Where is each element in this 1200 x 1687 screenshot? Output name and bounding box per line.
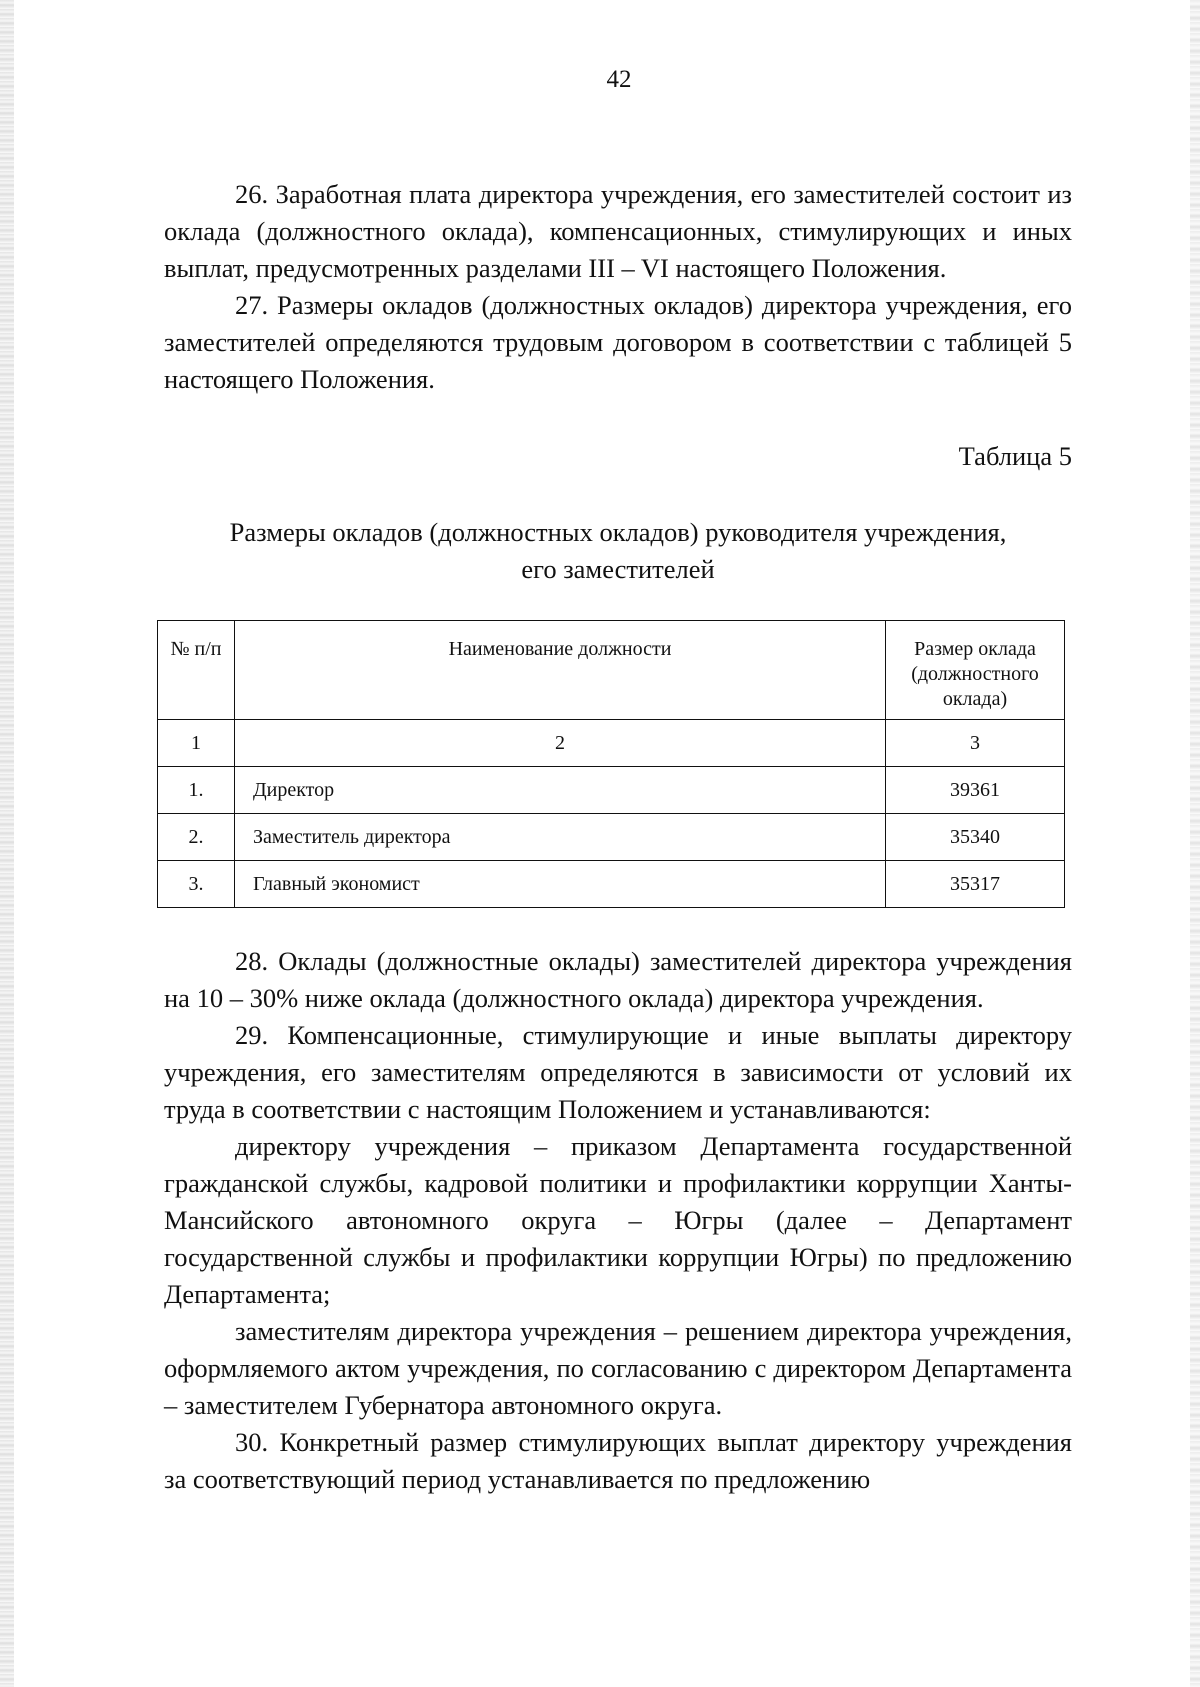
paragraph-deputies: заместителям директора учреждения – решением директора учреждения, оформляемого актом учреждения, по согласованию с директором Департамента – заместителем Губернатора автономного округа.	[164, 1316, 1072, 1420]
header-salary: Размер оклада (должностного оклада)	[886, 621, 1065, 720]
page-number: 42	[606, 66, 632, 93]
scan-edge-left	[0, 0, 14, 1687]
table-row	[158, 767, 1065, 814]
salary-value: 35340	[886, 814, 1065, 861]
position-name: Заместитель директора	[235, 814, 886, 861]
table-label: Таблица 5	[958, 441, 1072, 471]
table-caption	[164, 514, 1072, 588]
paragraph-director: директору учреждения – приказом Департамента государственной гражданской службы, кадровой политики и профилактики коррупции Ханты-Мансийского автономного округа – Югры (далее – Департамент государственной службы и профилактики коррупции Югры) по предложению Департамента;	[164, 1131, 1072, 1309]
bottom-text-block	[164, 943, 1072, 1498]
header-number: № п/п	[158, 621, 235, 720]
table-row	[158, 814, 1065, 861]
paragraph-28: 28. Оклады (должностные оклады) заместителей директора учреждения на 10 – 30% ниже оклада (должностного оклада) директора учреждения.	[164, 946, 1072, 1013]
table-header-row	[158, 621, 1065, 720]
position-name: Главный экономист	[235, 861, 886, 908]
salary-value: 35317	[886, 861, 1065, 908]
table-caption-line-2: его заместителей	[521, 554, 715, 584]
column-number: 2	[235, 720, 886, 767]
row-number: 2.	[158, 814, 235, 861]
paragraph-29: 29. Компенсационные, стимулирующие и иные выплаты директору учреждения, его заместителям определяются в зависимости от условий их труда в соответствии с настоящим Положением и устанавливаются:	[164, 1020, 1072, 1124]
top-text-block	[164, 176, 1072, 398]
salary-value: 39361	[886, 767, 1065, 814]
salary-table	[157, 620, 1065, 908]
scan-edge-right	[1190, 0, 1200, 1687]
table-row	[158, 861, 1065, 908]
paragraph-27: 27. Размеры окладов (должностных окладов) директора учреждения, его заместителей определяются трудовым договором в соответствии с таблицей 5 настоящего Положения.	[164, 290, 1072, 394]
header-position: Наименование должности	[235, 621, 886, 720]
table-caption-line-1: Размеры окладов (должностных окладов) руководителя учреждения,	[229, 517, 1007, 547]
position-name: Директор	[235, 767, 886, 814]
row-number: 1.	[158, 767, 235, 814]
column-number: 3	[886, 720, 1065, 767]
column-number: 1	[158, 720, 235, 767]
table-column-numbers-row	[158, 720, 1065, 767]
table-label-block	[164, 438, 1072, 475]
paragraph-30: 30. Конкретный размер стимулирующих выплат директору учреждения за соответствующий период устанавливается по предложению	[164, 1427, 1072, 1494]
row-number: 3.	[158, 861, 235, 908]
paragraph-26: 26. Заработная плата директора учреждения, его заместителей состоит из оклада (должностного оклада), компенсационных, стимулирующих и иных выплат, предусмотренных разделами III – VI настоящего Положения.	[164, 179, 1072, 283]
